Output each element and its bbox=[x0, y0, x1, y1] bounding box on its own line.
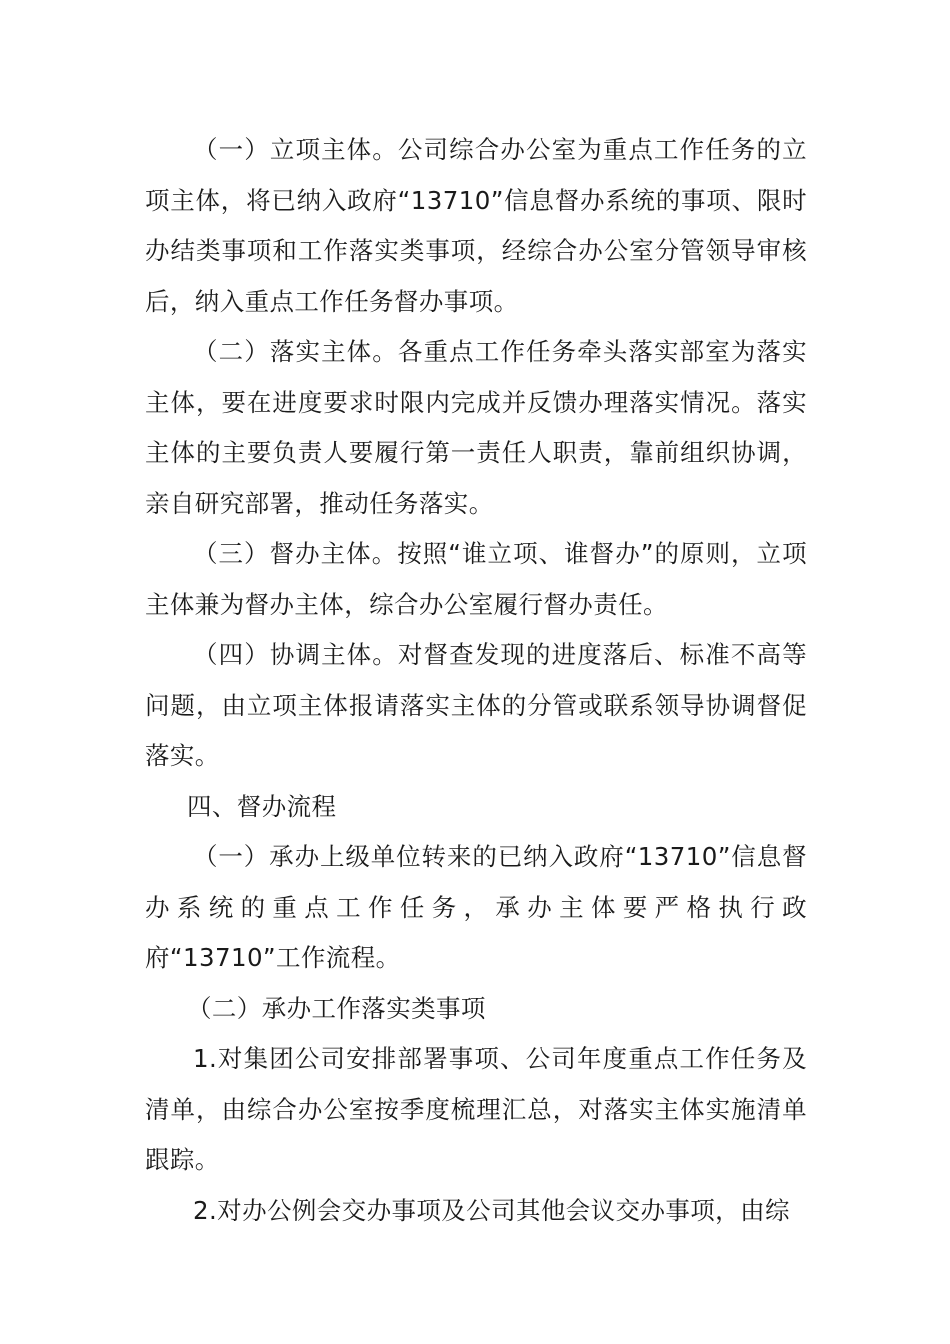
paragraph-numbered-item-2: 2.对办公例会交办事项及公司其他会议交办事项，由综 bbox=[193, 1195, 790, 1225]
paragraph-implementation-subject: （二）落实主体。各重点工作任务牵头落实部室为落实主体，要在进度要求时限内完成并反馈办理落实情况。落实主体的主要负责人要履行第一责任人职责，靠前组织协调，亲自研究部署，推动任务落实。 bbox=[145, 337, 807, 518]
paragraph-numbered-item-1: 1.对集团公司安排部署事项、公司年度重点工作任务及清单，由综合办公室按季度梳理汇总，对落实主体实施清单跟踪。 bbox=[145, 1044, 807, 1174]
paragraph-process-item-1: （一）承办上级单位转来的已纳入政府“13710”信息督办系统的重点工作任务，承办主体要严格执行政府“13710”工作流程。 bbox=[145, 842, 807, 972]
section-heading-supervision-process: 四、督办流程 bbox=[187, 791, 337, 821]
paragraph-process-item-2-heading: （二）承办工作落实类事项 bbox=[187, 993, 486, 1023]
document-body bbox=[145, 125, 807, 1236]
paragraph-supervision-subject: （三）督办主体。按照“谁立项、谁督办”的原则，立项主体兼为督办主体，综合办公室履行督办责任。 bbox=[145, 539, 807, 619]
paragraph-project-subject: （一）立项主体。公司综合办公室为重点工作任务的立项主体，将已纳入政府“13710”信息督办系统的事项、限时办结类事项和工作落实类事项，经综合办公室分管领导审核后，纳入重点工作任务督办事项。 bbox=[145, 135, 807, 316]
paragraph-coordination-subject: （四）协调主体。对督查发现的进度落后、标准不高等问题，由立项主体报请落实主体的分管或联系领导协调督促落实。 bbox=[145, 640, 807, 770]
